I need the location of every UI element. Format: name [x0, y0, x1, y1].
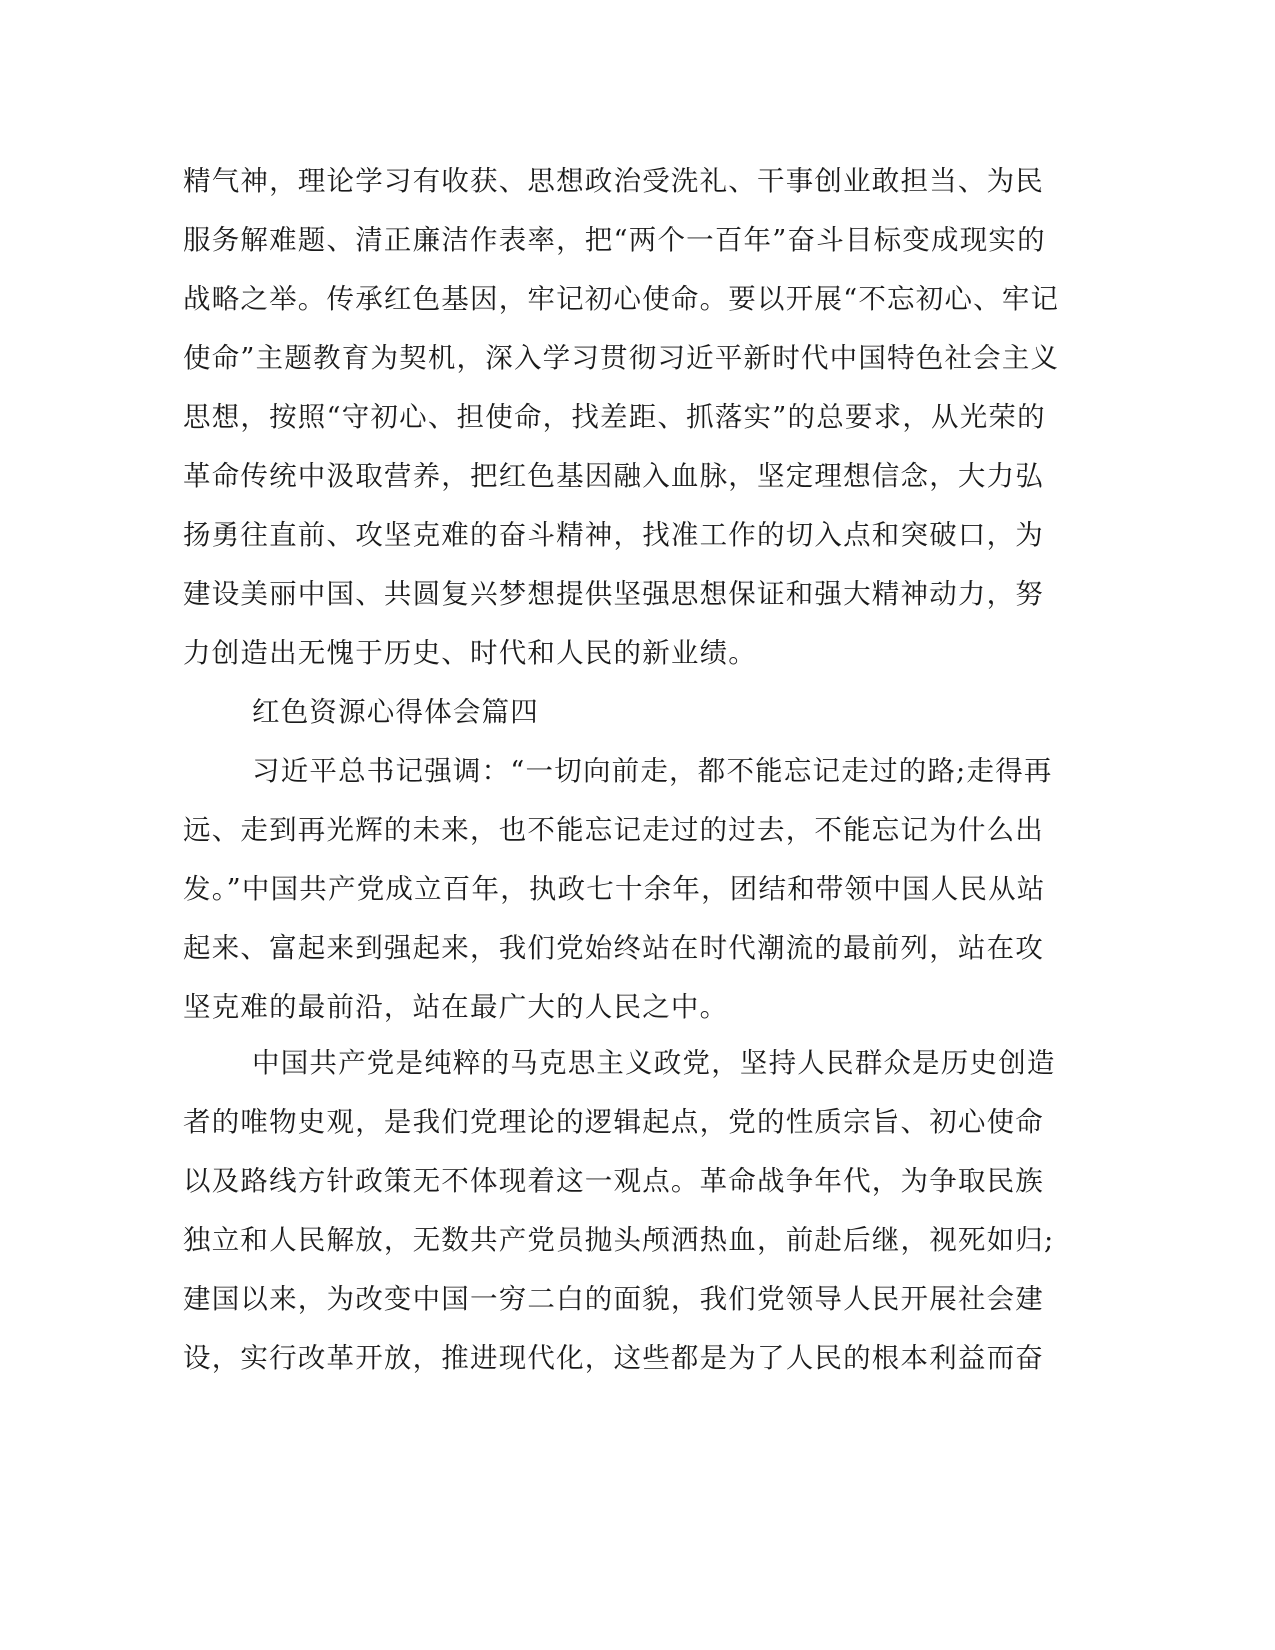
paragraph-line: 革命传统中汲取营养，把红色基因融入血脉，坚定理想信念，大力弘	[183, 460, 1044, 492]
section-heading: 红色资源心得体会篇四	[252, 696, 539, 728]
paragraph-line: 思想，按照“守初心、担使命，找差距、抓落实”的总要求，从光荣的	[183, 401, 1046, 433]
paragraph-line: 远、走到再光辉的未来，也不能忘记走过的过去，不能忘记为什么出	[183, 814, 1044, 846]
paragraph-line: 精气神，理论学习有收获、思想政治受洗礼、干事创业敢担当、为民	[183, 165, 1044, 197]
paragraph-line: 服务解难题、清正廉洁作表率，把“两个一百年”奋斗目标变成现实的	[183, 224, 1046, 256]
paragraph-line: 扬勇往直前、攻坚克难的奋斗精神，找准工作的切入点和突破口，为	[183, 519, 1044, 551]
paragraph-line: 使命”主题教育为契机，深入学习贯彻习近平新时代中国特色社会主义	[183, 342, 1060, 374]
paragraph-line: 习近平总书记强调：“一切向前走，都不能忘记走过的路;走得再	[252, 755, 1053, 787]
paragraph-line: 力创造出无愧于历史、时代和人民的新业绩。	[183, 637, 757, 669]
paragraph-line: 建国以来，为改变中国一穷二白的面貌，我们党领导人民开展社会建	[183, 1283, 1044, 1315]
paragraph-line: 者的唯物史观，是我们党理论的逻辑起点，党的性质宗旨、初心使命	[183, 1106, 1044, 1138]
paragraph-line: 以及路线方针政策无不体现着这一观点。革命战争年代，为争取民族	[183, 1165, 1044, 1197]
paragraph-line: 发。”中国共产党成立百年，执政七十余年，团结和带领中国人民从站	[183, 873, 1046, 905]
paragraph-line: 设，实行改革开放，推进现代化，这些都是为了人民的根本利益而奋	[183, 1342, 1044, 1374]
paragraph-line: 战略之举。传承红色基因，牢记初心使命。要以开展“不忘初心、牢记	[183, 283, 1060, 315]
paragraph-line: 坚克难的最前沿，站在最广大的人民之中。	[183, 991, 729, 1023]
paragraph-line: 建设美丽中国、共圆复兴梦想提供坚强思想保证和强大精神动力，努	[183, 578, 1044, 610]
paragraph-line: 中国共产党是纯粹的马克思主义政党，坚持人民群众是历史创造	[252, 1047, 1056, 1079]
paragraph-line: 起来、富起来到强起来，我们党始终站在时代潮流的最前列，站在攻	[183, 932, 1044, 964]
paragraph-line: 独立和人民解放，无数共产党员抛头颅洒热血，前赴后继，视死如归;	[183, 1224, 1055, 1256]
